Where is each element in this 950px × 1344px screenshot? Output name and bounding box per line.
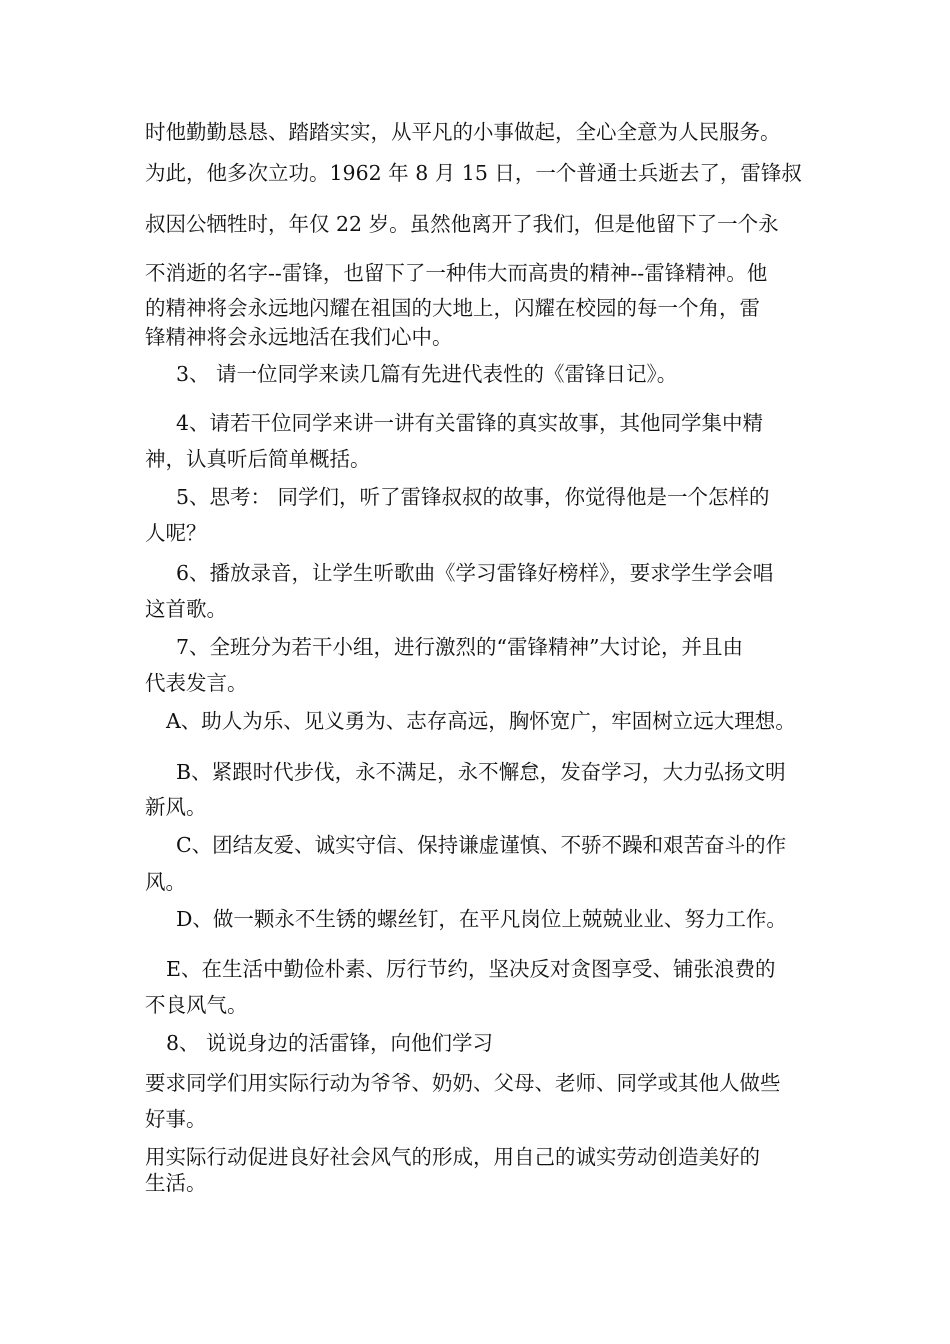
text-line: 好事。 bbox=[145, 1107, 207, 1131]
text-line: 不消逝的名字--雷锋，也留下了一种伟大而高贵的精神--雷锋精神。他 bbox=[145, 261, 768, 285]
text-line: 4、请若干位同学来讲一讲有关雷锋的真实故事，其他同学集中精 bbox=[176, 411, 764, 435]
text-line: 人呢？ bbox=[145, 521, 207, 545]
text-line: A、助人为乐、见义勇为、志存高远，胸怀宽广，牢固树立远大理想。 bbox=[166, 709, 796, 733]
text-line: C、团结友爱、诚实守信、保持谦虚谨慎、不骄不躁和艰苦奋斗的作 bbox=[176, 833, 787, 857]
text-line: 5、思考： 同学们，听了雷锋叔叔的故事，你觉得他是一个怎样的 bbox=[176, 485, 770, 509]
text-line: E、在生活中勤俭朴素、厉行节约，坚决反对贪图享受、铺张浪费的 bbox=[166, 957, 776, 981]
text-line: 的精神将会永远地闪耀在祖国的大地上，闪耀在校园的每一个角，雷 bbox=[145, 296, 760, 320]
text-line: 用实际行动促进良好社会风气的形成，用自己的诚实劳动创造美好的 bbox=[145, 1145, 760, 1169]
text-line: 8、 说说身边的活雷锋，向他们学习 bbox=[166, 1031, 494, 1055]
text-line: 新风。 bbox=[145, 795, 207, 819]
text-line: D、做一颗永不生锈的螺丝钉，在平凡岗位上兢兢业业、努力工作。 bbox=[176, 907, 787, 931]
text-line: B、紧跟时代步伐，永不满足，永不懈怠，发奋学习，大力弘扬文明 bbox=[176, 760, 786, 784]
text-line: 3、 请一位同学来读几篇有先进代表性的《雷锋日记》。 bbox=[176, 362, 678, 386]
text-line: 为此，他多次立功。1962 年 8 月 15 日，一个普通士兵逝去了，雷锋叔 bbox=[145, 161, 802, 185]
text-line: 这首歌。 bbox=[145, 597, 227, 621]
text-line: 神，认真听后简单概括。 bbox=[145, 447, 371, 471]
text-line: 7、全班分为若干小组，进行激烈的“雷锋精神”大讨论，并且由 bbox=[176, 635, 744, 659]
text-line: 6、播放录音，让学生听歌曲《学习雷锋好榜样》，要求学生学会唱 bbox=[176, 561, 774, 585]
text-line: 时他勤勤恳恳、踏踏实实，从平凡的小事做起，全心全意为人民服务。 bbox=[145, 120, 781, 144]
text-line: 代表发言。 bbox=[145, 671, 248, 695]
text-line: 生活。 bbox=[145, 1171, 207, 1195]
text-line: 叔因公牺牲时，年仅 22 岁。虽然他离开了我们，但是他留下了一个永 bbox=[145, 212, 779, 236]
text-line: 要求同学们用实际行动为爷爷、奶奶、父母、老师、同学或其他人做些 bbox=[145, 1071, 781, 1095]
text-line: 锋精神将会永远地活在我们心中。 bbox=[145, 325, 453, 349]
text-line: 风。 bbox=[145, 870, 186, 894]
text-line: 不良风气。 bbox=[145, 993, 248, 1017]
